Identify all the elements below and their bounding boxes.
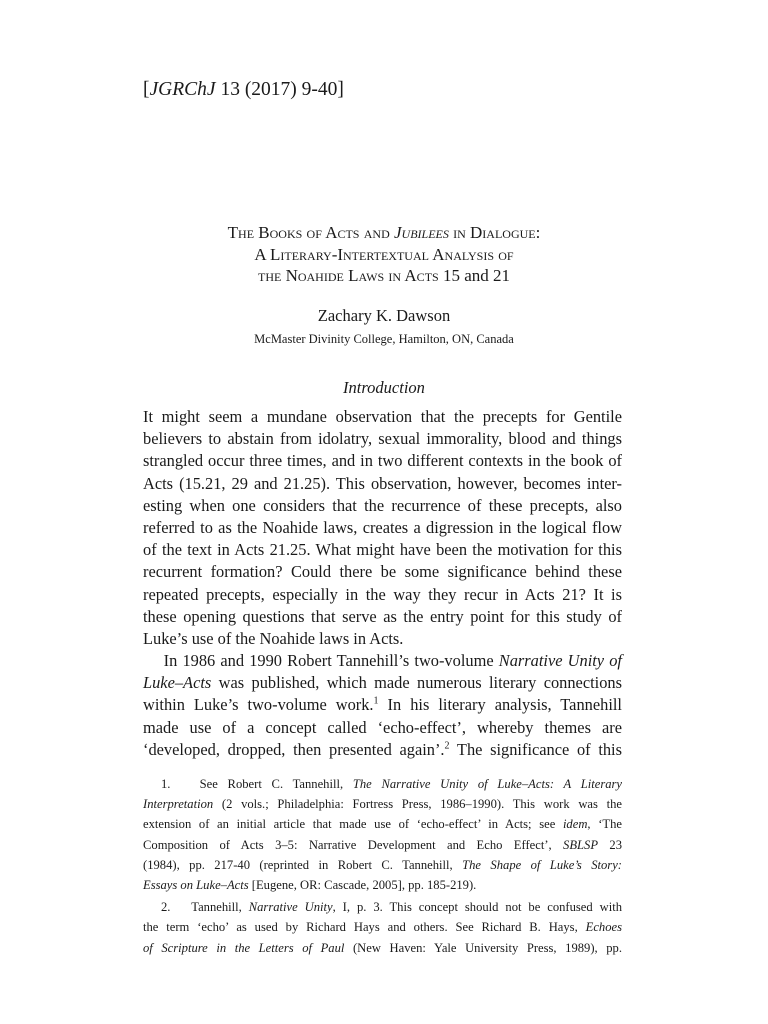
paragraph-2-line-3: [143, 694, 622, 716]
p2-l3-a: within Luke’s two-volume work.: [143, 695, 374, 715]
paragraph-1-line: Acts (15.21, 29 and 21.25). This observation, however, becomes inter-: [143, 473, 622, 493]
p2-l3-b: In his literary analysis, Tannehill: [378, 695, 622, 715]
footnote-1-line-6: [143, 875, 622, 895]
paragraph-1-line: esting when one considers that the recurrence of these precepts, also: [143, 495, 622, 515]
body-text: [143, 406, 622, 761]
fn1-l3-a: extension of an initial article that made use of ‘echo-effect’ in Acts; see: [143, 817, 563, 832]
paragraph-1-line: of the text in Acts 21.25. What might have been the motivation for this: [143, 540, 622, 560]
journal-abbreviation: JGRChJ: [149, 79, 216, 100]
fn1-l6-b: [Eugene, OR: Cascade, 2005], pp. 185-219).: [248, 877, 477, 892]
paragraph-1-line: strangled occur three times, and in two different contexts in the book of: [143, 451, 622, 471]
paragraph-1-line: recurrent formation? Could there be some significance behind these: [143, 562, 622, 582]
fn1-l4-a: Composition of Acts 3–5: Narrative Development and Echo Effect’,: [143, 837, 564, 852]
title-line-1: [0, 222, 768, 244]
footnote-1-number: 1.: [161, 777, 171, 791]
title-line-1-part-a: The Books of Acts and: [227, 223, 394, 242]
fn2-l1-a: Tannehill,: [191, 900, 249, 915]
paragraph-1-line: believers to abstain from idolatry, sexual immorality, blood and things: [143, 429, 622, 449]
fn1-l6-italic: Essays on Luke–Acts: [143, 877, 249, 892]
fn1-l4-c: 23: [598, 837, 622, 852]
fn1-l3-italic: idem: [562, 817, 588, 832]
fn2-l2-italic: Echoes: [585, 920, 622, 935]
footnote-1-line-3: [143, 814, 622, 834]
paragraph-2-line-5: [143, 739, 622, 761]
fn1-l2-b: (2 vols.; Philadelphia: Fortress Press, 1986–1990). This work was the: [213, 797, 622, 812]
fn2-l1-italic: Narrative Unity: [248, 900, 333, 915]
title-line-3: [0, 265, 768, 287]
fn2-l1-c: , I, p. 3. This concept should not be confused with: [332, 900, 623, 915]
footnote-2: [143, 897, 622, 958]
title-line-1-part-c: in Dialogue:: [448, 223, 541, 242]
p2-l1-a: In 1986 and 1990 Robert Tannehill’s two-volume: [163, 651, 499, 671]
footnote-2-number: 2.: [161, 900, 171, 915]
p2-l2-italic: Luke–Acts: [143, 673, 212, 693]
title-line-1-italic: Jubilees: [393, 223, 449, 242]
title-line-2: A Literary-Intertextual Analysis of: [254, 244, 514, 264]
footnote-ref-1[interactable]: 1: [373, 695, 379, 707]
journal-reference: [143, 78, 344, 102]
footnote-2-line-3: [143, 938, 622, 958]
footnote-ref-2[interactable]: 2: [444, 740, 450, 752]
paragraph-2: [143, 650, 622, 761]
fn1-l2-italic: Interpretation: [143, 797, 214, 812]
paragraph-2-line-1: [143, 650, 622, 672]
p2-l1-italic: Narrative Unity of: [498, 651, 622, 671]
fn2-l2-a: the term ‘echo’ as used by Richard Hays and others. See Richard B. Hays,: [143, 920, 586, 935]
paragraph-1-line: It might seem a mundane observation that the precepts for Gentile: [143, 407, 622, 426]
fn2-l3-b: (New Haven: Yale University Press, 1989), pp.: [344, 940, 622, 955]
journal-volume-pages: 13 (2017) 9-40]: [215, 79, 344, 100]
footnote-2-line-2: [143, 917, 622, 937]
title-line-3-part-b: 15 and 21: [442, 266, 510, 285]
bracket-open: [: [143, 79, 150, 100]
fn2-l3-italic: of Scripture in the Letters of Paul: [143, 940, 345, 955]
paragraph-1-line: repeated precepts, especially in the way they recur in Acts 21? It is: [143, 584, 622, 604]
author-affiliation: McMaster Divinity College, Hamilton, ON, Canada: [254, 332, 514, 346]
footnote-1-line-2: [143, 794, 622, 814]
paragraph-2-line-2: [143, 672, 622, 694]
fn1-l4-italic: SBLSP: [563, 837, 599, 852]
fn1-l1-a: See Robert C. Tannehill,: [199, 777, 353, 791]
footnotes: [143, 774, 622, 958]
section-heading: Introduction: [343, 378, 425, 397]
fn1-l3-c: , ‘The: [587, 817, 622, 832]
footnote-1-line-1: [143, 774, 622, 794]
author-name: Zachary K. Dawson: [317, 306, 451, 325]
fn1-l5-italic: The Shape of Luke’s Story:: [462, 857, 622, 872]
paragraph-1-line: referred to as the Noahide laws, creates a digression in the logical flow: [143, 517, 622, 537]
p2-l5-b: The significance of this: [449, 739, 622, 759]
paragraph-2-line-4: made use of a concept called ‘echo-effect’, whereby themes are: [143, 717, 622, 737]
footnote-1-line-5: [143, 855, 622, 875]
paragraph-1: [143, 406, 622, 650]
p2-l5-a: ‘developed, dropped, then presented again’.: [143, 739, 445, 759]
footnote-2-line-1: [143, 897, 622, 917]
footnote-1: [143, 774, 622, 895]
fn1-l1-italic: The Narrative Unity of Luke–Acts: A Literary: [352, 777, 623, 791]
article-title: [0, 222, 768, 287]
p2-l2-b: was published, which made numerous literary connections: [211, 673, 622, 693]
title-line-3-part-a: the Noahide Laws in Acts: [258, 266, 443, 285]
paragraph-1-line: these opening questions that serve as the entry point for this study of: [143, 606, 622, 626]
paragraph-1-line: Luke’s use of the Noahide laws in Acts.: [143, 628, 404, 648]
fn1-l5-a: (1984), pp. 217-40 (reprinted in Robert C. Tannehill,: [143, 857, 463, 872]
footnote-1-line-4: [143, 835, 622, 855]
